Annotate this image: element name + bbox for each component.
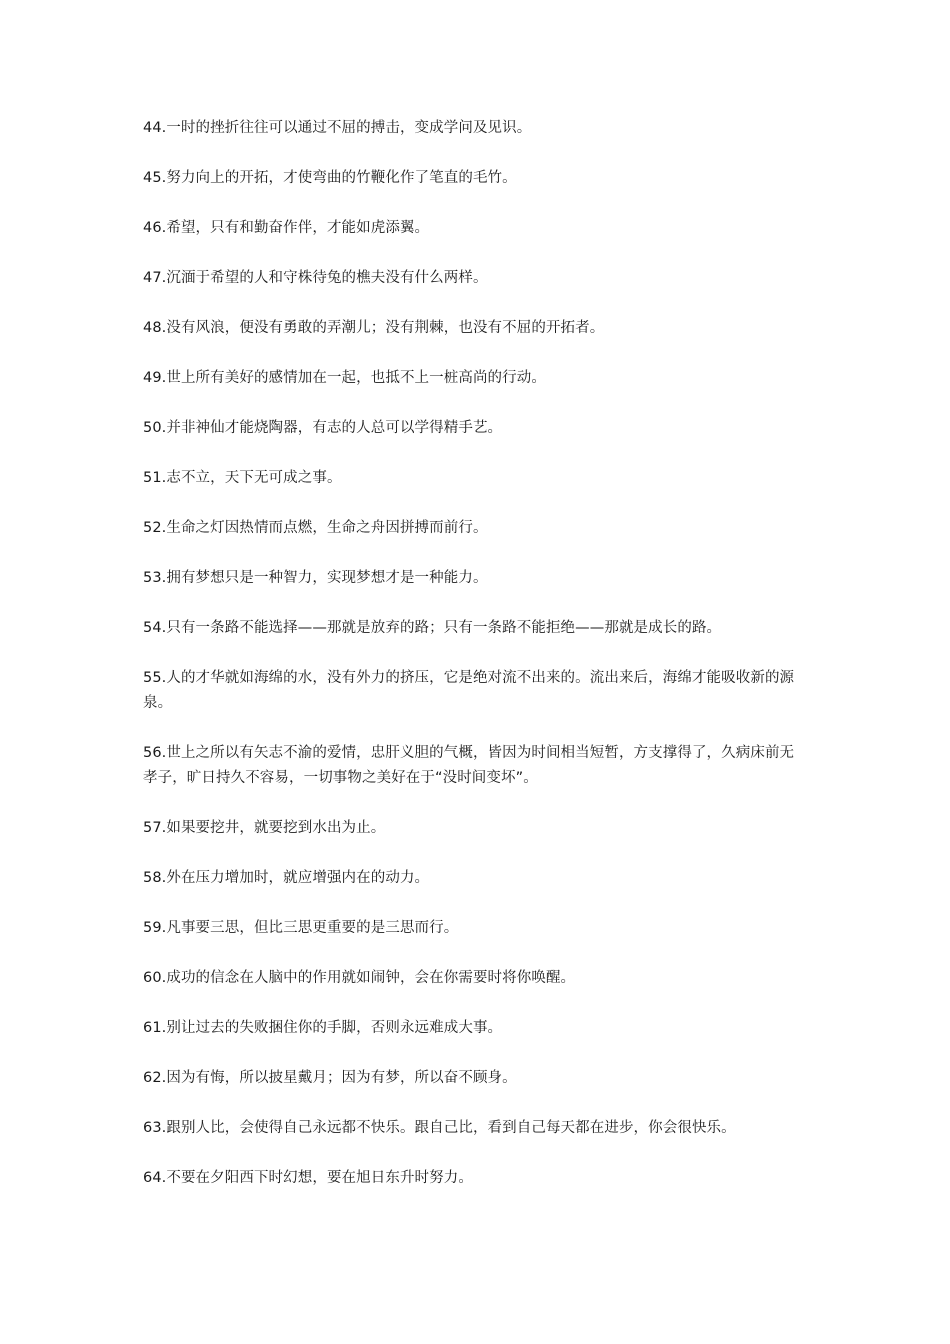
quote-56: 56.世上之所以有矢志不渝的爱情，忠肝义胆的气概，皆因为时间相当短暂，方支撑得了，久病床前无孝子，旷日持久不容易，一切事物之美好在于“没时间变坏”。 bbox=[143, 745, 795, 786]
quote-55: 55.人的才华就如海绵的水，没有外力的挤压，它是绝对流不出来的。流出来后，海绵才能吸收新的源泉。 bbox=[143, 670, 795, 711]
quote-57: 57.如果要挖井，就要挖到水出为止。 bbox=[143, 820, 386, 836]
quote-58: 58.外在压力增加时，就应增强内在的动力。 bbox=[143, 870, 430, 886]
quote-60: 60.成功的信念在人脑中的作用就如闹钟，会在你需要时将你唤醒。 bbox=[143, 970, 576, 986]
quote-51: 51.志不立，天下无可成之事。 bbox=[143, 470, 342, 486]
quote-52: 52.生命之灯因热情而点燃，生命之舟因拼搏而前行。 bbox=[143, 520, 488, 536]
quote-63: 63.跟别人比，会使得自己永远都不快乐。跟自己比，看到自己每天都在进步，你会很快乐。 bbox=[143, 1120, 736, 1136]
quote-47: 47.沉湎于希望的人和守株待兔的樵夫没有什么两样。 bbox=[143, 270, 488, 286]
quote-44: 44.一时的挫折往往可以通过不屈的搏击，变成学问及见识。 bbox=[143, 120, 532, 136]
quote-53: 53.拥有梦想只是一种智力，实现梦想才是一种能力。 bbox=[143, 570, 488, 586]
quote-64: 64.不要在夕阳西下时幻想，要在旭日东升时努力。 bbox=[143, 1170, 473, 1186]
quote-62: 62.因为有悔，所以披星戴月；因为有梦，所以奋不顾身。 bbox=[143, 1070, 517, 1086]
quote-54: 54.只有一条路不能选择——那就是放弃的路；只有一条路不能拒绝——那就是成长的路。 bbox=[143, 620, 722, 636]
quote-46: 46.希望，只有和勤奋作伴，才能如虎添翼。 bbox=[143, 220, 430, 236]
quote-48: 48.没有风浪，便没有勇敢的弄潮儿；没有荆棘，也没有不屈的开拓者。 bbox=[143, 320, 605, 336]
quote-49: 49.世上所有美好的感情加在一起，也抵不上一桩高尚的行动。 bbox=[143, 370, 546, 386]
quote-61: 61.别让过去的失败捆住你的手脚，否则永远难成大事。 bbox=[143, 1020, 503, 1036]
quote-45: 45.努力向上的开拓，才使弯曲的竹鞭化作了笔直的毛竹。 bbox=[143, 170, 517, 186]
quote-59: 59.凡事要三思，但比三思更重要的是三思而行。 bbox=[143, 920, 459, 936]
quote-50: 50.并非神仙才能烧陶器，有志的人总可以学得精手艺。 bbox=[143, 420, 503, 436]
quote-list bbox=[143, 116, 808, 1216]
